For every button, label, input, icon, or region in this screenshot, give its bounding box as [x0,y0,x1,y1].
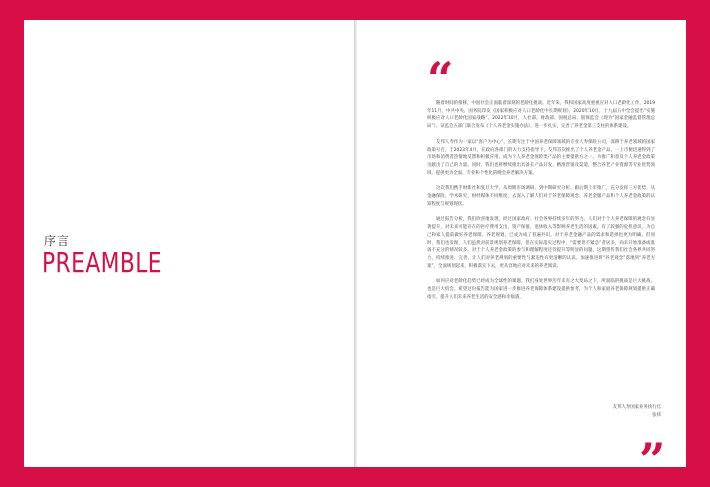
left-page [24,20,354,467]
preamble-title-english: PREAMBLE [42,246,162,279]
signature-name: 张炜 [652,413,661,418]
body-paragraph: 通过报告分析，我们欣喜地发现，经过国家政府、社会各界持续多年的努力，人们对于个人养老保障的观念有显著提升，对未来可能存在的医疗费用支出、资产保值、退休收入等影响养老生活的因素，有了较强的危机意识，为自己和家人提前做好养老保障、养老规划，已成为成了普遍共识。对于养老金融产品的需求和选择也更为明确。但同时，我们也发现，人们虽然对前景规划养老保障，但在实际落实过程中，“需要但不紧急”者居多，尚未开始准备或准备不充分的情况较多。对于个人养老金政策的参与和理解程度还待提升等明显的问题，这期望传我们社会各界共同努力，持续推进、完善，让人们对养老规划的重要性与紧迫性有更清晰的认识，加速推进将“养老观念”落地到“养老方案”，全面规划起来，积极落实下去，更从容地应对未来的养老阅读。 [427,217,655,269]
signature-block [613,404,661,420]
body-paragraph: 如何应对老龄化趋势已经成为全球性的课题，我们身处世界历年未有之大变局之下，所面临的挑战是巨大挑战，也是巨大机会。希望这份报告能为国家进一步推进养老保障体系建设提供参考，为个人和家庭养老保障规划提供正确指引，提升人们未来养老生活的安全感和幸福感。 [427,279,655,300]
body-paragraph: 友邦人寿作为一家以“客户为中心”、长期专注于中国养老保障领域的专业人寿保险公司，深耕于养老领域的国家政策号召，于2023年4月，在政府各部门的大力支持指导下，友邦首次推出了个人养老金产品，一上市便迅速得到了市场和消费者热情地反馈和积极应用，成为个人养老金保险类产品的主要提供方之一。为推广和普及个人养老金政策贡献出了自己的力量。同时，我们也将继续推出具备长产品开发、精准营销及渠道，整合养老产业资源等专业优势领域，提供更为全面、专业和个性化的晚会养老解决方案。 [427,139,655,176]
close-quote-mark: ” [639,433,666,487]
open-quote-mark: “ [427,52,454,106]
preamble-title-chinese: 序言 [44,234,71,248]
preamble-body [427,100,655,309]
body-paragraph: 这次我们携手财新社和复旦大学、从周期市场调研、到中期研究分析、跟后期上市推广，充分发挥三方优势，从金融保险、学术研究、财经媒体不同维度，去深入了解人们对于养老保障观念、养老金服产品和个人养老金政策的认知程度与规划现状。 [427,186,655,207]
body-paragraph: 随着时间的推移，中国社会正面临着深刻的老龄化挑战。近年来，我和国家高度重视应对人口老龄化工作，2019年11月，中共中央、国务院印发《国家积极应对人口老龄化中长期规划》，2020年10月，十九届五中全会提出“实施积极应对人口老龄化国家战略”。2022年10月，人社部、财政部、国税总局、银保监会（现为“国家金融监督管理总局”）、证监会五部门联合发布《个人养老金实施办法》，进一步扎实，完善了养老金第三支柱的体系建设。 [427,101,655,130]
signature-org: 友邦人寿国家业务执行官 [612,405,661,410]
right-page [357,20,686,487]
